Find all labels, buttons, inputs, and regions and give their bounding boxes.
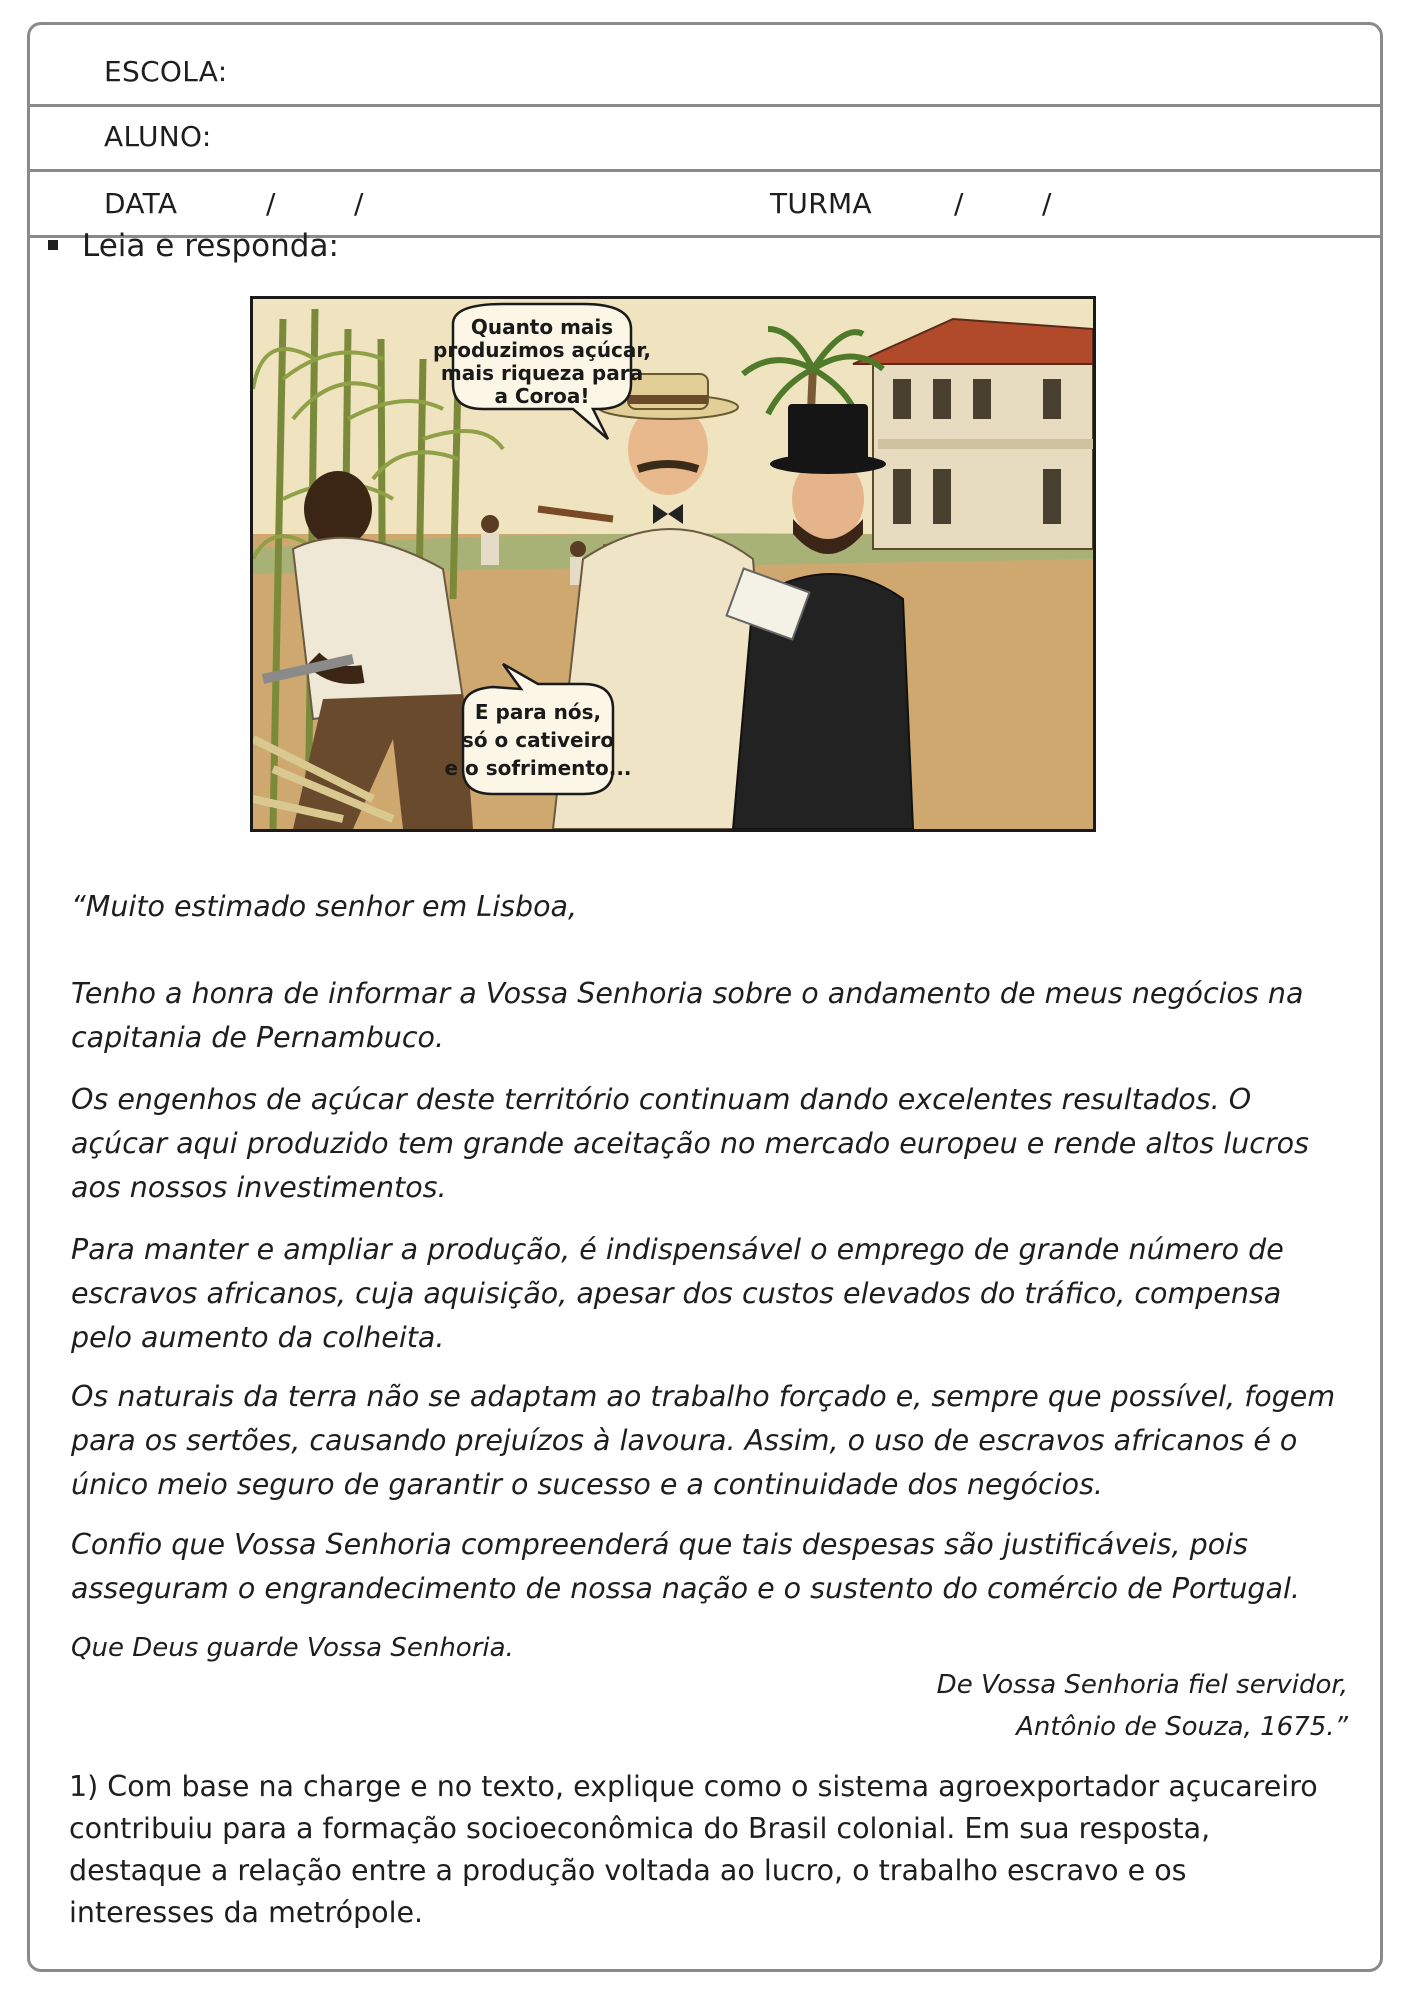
cartoon-illustration (250, 296, 1096, 832)
instruction (48, 228, 339, 264)
instruction-text: Leia e responda: (82, 228, 339, 264)
letter-paragraph-3: Para manter e ampliar a produção, é indispensável o emprego de grande número de escravos africanos, cuja aquisição, apesar dos custos elevados do tráfico, compensa pelo aumento da colheita. (71, 1233, 1284, 1354)
letter-paragraph-5: Confio que Vossa Senhoria compreenderá que tais despesas são justificáveis, pois asseguram o engrandecimento de nossa nação e o sustento do comércio de Portugal. (71, 1528, 1300, 1605)
letter-paragraph-2: Os engenhos de açúcar deste território continuam dando excelentes resultados. O açúcar aqui produzido tem grande aceitação no mercado europeu e rende altos lucros aos nossos investimentos. (71, 1083, 1309, 1204)
class-label: TURMA (770, 187, 872, 220)
bubble-top-line-1: Quanto mais (470, 315, 614, 339)
date-label: DATA (104, 187, 178, 220)
date-slash-2: / (354, 187, 364, 220)
question-1: 1) Com base na charge e no texto, explique como o sistema agroexportador açucareiro contribuiu para a formação socioeconômica do Brasil colonial. Em sua resposta, destaque a relação entre a produção voltada ao lucro, o trabalho escravo e os interesses da metrópole. (69, 1770, 1318, 1929)
signature-line-1: De Vossa Senhoria fiel servidor, (936, 1670, 1348, 1700)
student-label: ALUNO: (104, 120, 212, 153)
bullet-icon (48, 240, 58, 250)
bubble-top-line-4: a Coroa! (494, 384, 590, 408)
letter-paragraph-4: Os naturais da terra não se adaptam ao trabalho forçado e, sempre que possível, fogem para os sertões, causando prejuízos à lavoura. Assim, o uso de escravos africanos é o único meio seguro de garantir o sucesso e a continuidade dos negócios. (71, 1380, 1336, 1501)
bubble-top-line-2: produzimos açúcar, (433, 338, 651, 362)
class-slash-2: / (1042, 187, 1052, 220)
bubble-top-line-3: mais riqueza para (440, 361, 644, 385)
letter-greeting: “Muito estimado senhor em Lisboa, (71, 890, 578, 923)
letter-paragraph-1: Tenho a honra de informar a Vossa Senhoria sobre o andamento de meus negócios na capitania de Pernambuco. (71, 977, 1304, 1054)
school-label: ESCOLA: (104, 55, 228, 88)
bubble-bottom-line-1: E para nós, (474, 700, 602, 724)
header-row-school (30, 25, 1380, 107)
header-row-student (30, 107, 1380, 172)
signature-line-2: Antônio de Souza, 1675.” (1016, 1712, 1348, 1742)
letter-closing: Que Deus guarde Vossa Senhoria. (71, 1633, 514, 1663)
class-slash-1: / (954, 187, 964, 220)
cartoon-drawing (253, 299, 1093, 829)
date-slash-1: / (266, 187, 276, 220)
bubble-bottom-line-2: só o cativeiro (461, 728, 615, 752)
plantation-house-icon (853, 319, 1093, 549)
bubble-bottom-line-3: e o sofrimento... (444, 756, 632, 780)
